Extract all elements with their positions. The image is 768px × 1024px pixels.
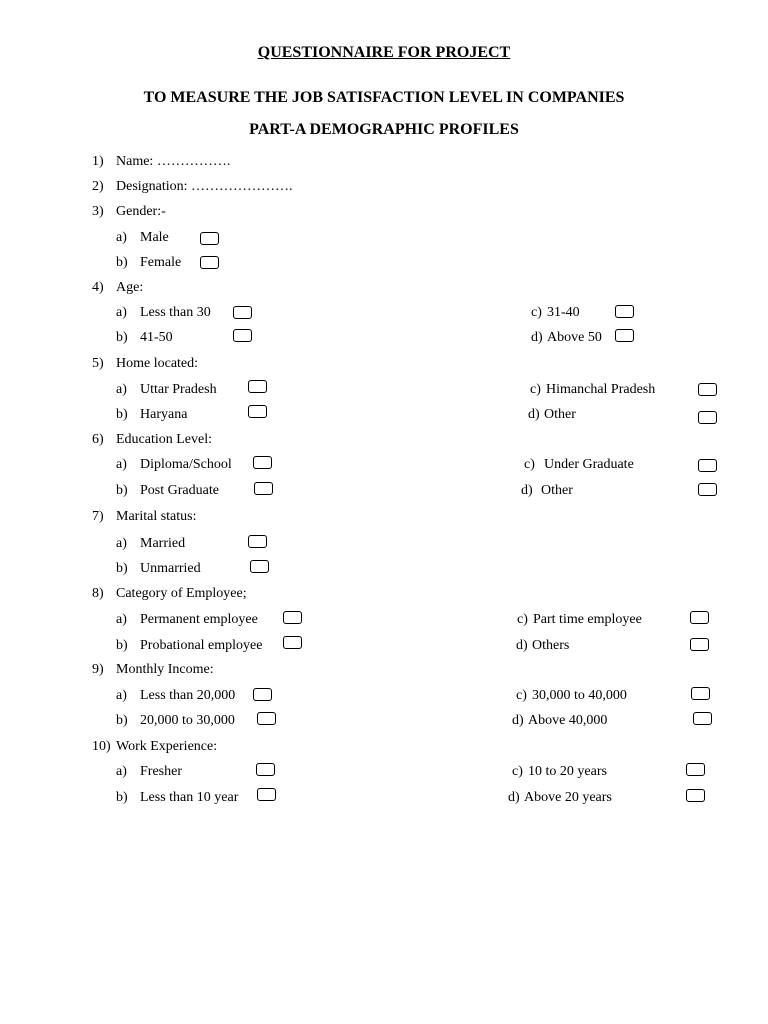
- option-marker: b): [116, 638, 128, 653]
- education-other-checkbox[interactable]: [698, 483, 717, 496]
- option-marker: b): [116, 790, 128, 805]
- question-number: 7): [92, 509, 104, 524]
- option-label: Less than 10 year: [140, 790, 239, 805]
- option-label: Himanchal Pradesh: [546, 382, 656, 397]
- question-number: 3): [92, 204, 104, 219]
- option-marker: c): [517, 612, 528, 627]
- option-label: Under Graduate: [544, 457, 634, 472]
- home-haryana-checkbox[interactable]: [248, 405, 267, 418]
- question-number: 5): [92, 356, 104, 371]
- questionnaire-title: QUESTIONNAIRE FOR PROJECT: [257, 44, 511, 61]
- option-label: 30,000 to 40,000: [532, 688, 627, 703]
- option-marker: b): [116, 483, 128, 498]
- question-income-label: Monthly Income:: [116, 662, 214, 677]
- option-label: Probational employee: [140, 638, 263, 653]
- question-education-label: Education Level:: [116, 432, 213, 447]
- question-name-label[interactable]: Name: …………….: [116, 154, 231, 169]
- question-number: 2): [92, 179, 104, 194]
- question-category-label: Category of Employee;: [116, 586, 247, 601]
- question-designation-label[interactable]: Designation: ………………….: [116, 179, 293, 194]
- option-marker: b): [116, 330, 128, 345]
- option-marker: c): [516, 688, 527, 703]
- income-30000-to-40000-checkbox[interactable]: [691, 687, 710, 700]
- home-himanchal-pradesh-checkbox[interactable]: [698, 383, 717, 396]
- option-label: Other: [541, 483, 573, 498]
- category-probational-checkbox[interactable]: [283, 636, 302, 649]
- category-part-time-checkbox[interactable]: [690, 611, 709, 624]
- option-label: Above 20 years: [524, 790, 612, 805]
- experience-above-20-checkbox[interactable]: [686, 789, 705, 802]
- option-label: 31-40: [547, 305, 580, 320]
- category-others-checkbox[interactable]: [690, 638, 709, 651]
- question-number: 4): [92, 280, 104, 295]
- option-marker: d): [516, 638, 528, 653]
- education-under-graduate-checkbox[interactable]: [698, 459, 717, 472]
- question-number: 10): [92, 739, 111, 754]
- gender-male-checkbox[interactable]: [200, 232, 219, 245]
- gender-female-checkbox[interactable]: [200, 256, 219, 269]
- income-less-than-20000-checkbox[interactable]: [253, 688, 272, 701]
- option-marker: d): [521, 483, 533, 498]
- option-label: Uttar Pradesh: [140, 382, 217, 397]
- question-home-label: Home located:: [116, 356, 199, 371]
- option-label: Fresher: [140, 764, 182, 779]
- option-label: Female: [140, 255, 182, 270]
- option-label: Less than 30: [140, 305, 211, 320]
- option-label: Diploma/School: [140, 457, 232, 472]
- option-label: Haryana: [140, 407, 188, 422]
- experience-10-to-20-checkbox[interactable]: [686, 763, 705, 776]
- home-other-checkbox[interactable]: [698, 411, 717, 424]
- option-label: Part time employee: [533, 612, 642, 627]
- experience-less-than-10-checkbox[interactable]: [257, 788, 276, 801]
- age-41-50-checkbox[interactable]: [233, 329, 252, 342]
- option-marker: b): [116, 407, 128, 422]
- marital-unmarried-checkbox[interactable]: [250, 560, 269, 573]
- option-marker: d): [531, 330, 543, 345]
- option-marker: b): [116, 561, 128, 576]
- education-post-graduate-checkbox[interactable]: [254, 482, 273, 495]
- option-label: Others: [532, 638, 570, 653]
- question-number: 9): [92, 662, 104, 677]
- option-label: Above 50: [547, 330, 602, 345]
- option-marker: a): [116, 382, 127, 397]
- option-marker: a): [116, 612, 127, 627]
- question-number: 8): [92, 586, 104, 601]
- option-marker: c): [512, 764, 523, 779]
- option-marker: d): [508, 790, 520, 805]
- option-marker: a): [116, 230, 127, 245]
- question-age-label: Age:: [116, 280, 144, 295]
- experience-fresher-checkbox[interactable]: [256, 763, 275, 776]
- section-heading: PART-A DEMOGRAPHIC PROFILES: [249, 121, 519, 138]
- option-label: Post Graduate: [140, 483, 219, 498]
- option-marker: c): [531, 305, 542, 320]
- question-number: 6): [92, 432, 104, 447]
- option-label: 20,000 to 30,000: [140, 713, 235, 728]
- option-label: 10 to 20 years: [528, 764, 607, 779]
- question-marital-label: Marital status:: [116, 509, 197, 524]
- age-31-40-checkbox[interactable]: [615, 305, 634, 318]
- question-number: 1): [92, 154, 104, 169]
- marital-married-checkbox[interactable]: [248, 535, 267, 548]
- questionnaire-subtitle: TO MEASURE THE JOB SATISFACTION LEVEL IN COMPANIES: [143, 89, 625, 106]
- option-label: Unmarried: [140, 561, 201, 576]
- option-label: Less than 20,000: [140, 688, 236, 703]
- option-marker: c): [530, 382, 541, 397]
- education-diploma-checkbox[interactable]: [253, 456, 272, 469]
- option-marker: b): [116, 713, 128, 728]
- option-label: Above 40,000: [528, 713, 608, 728]
- category-permanent-checkbox[interactable]: [283, 611, 302, 624]
- option-label: Other: [544, 407, 576, 422]
- age-above-50-checkbox[interactable]: [615, 329, 634, 342]
- option-marker: a): [116, 536, 127, 551]
- option-marker: c): [524, 457, 535, 472]
- question-experience-label: Work Experience:: [116, 739, 218, 754]
- option-marker: d): [528, 407, 540, 422]
- income-20000-to-30000-checkbox[interactable]: [257, 712, 276, 725]
- option-marker: b): [116, 255, 128, 270]
- option-marker: a): [116, 688, 127, 703]
- age-less-than-30-checkbox[interactable]: [233, 306, 252, 319]
- option-label: Permanent employee: [140, 612, 258, 627]
- option-marker: a): [116, 305, 127, 320]
- home-uttar-pradesh-checkbox[interactable]: [248, 380, 267, 393]
- income-above-40000-checkbox[interactable]: [693, 712, 712, 725]
- option-label: Male: [140, 230, 169, 245]
- option-label: 41-50: [140, 330, 173, 345]
- option-marker: a): [116, 457, 127, 472]
- option-marker: d): [512, 713, 524, 728]
- question-gender-label: Gender:-: [116, 204, 166, 219]
- option-marker: a): [116, 764, 127, 779]
- option-label: Married: [140, 536, 186, 551]
